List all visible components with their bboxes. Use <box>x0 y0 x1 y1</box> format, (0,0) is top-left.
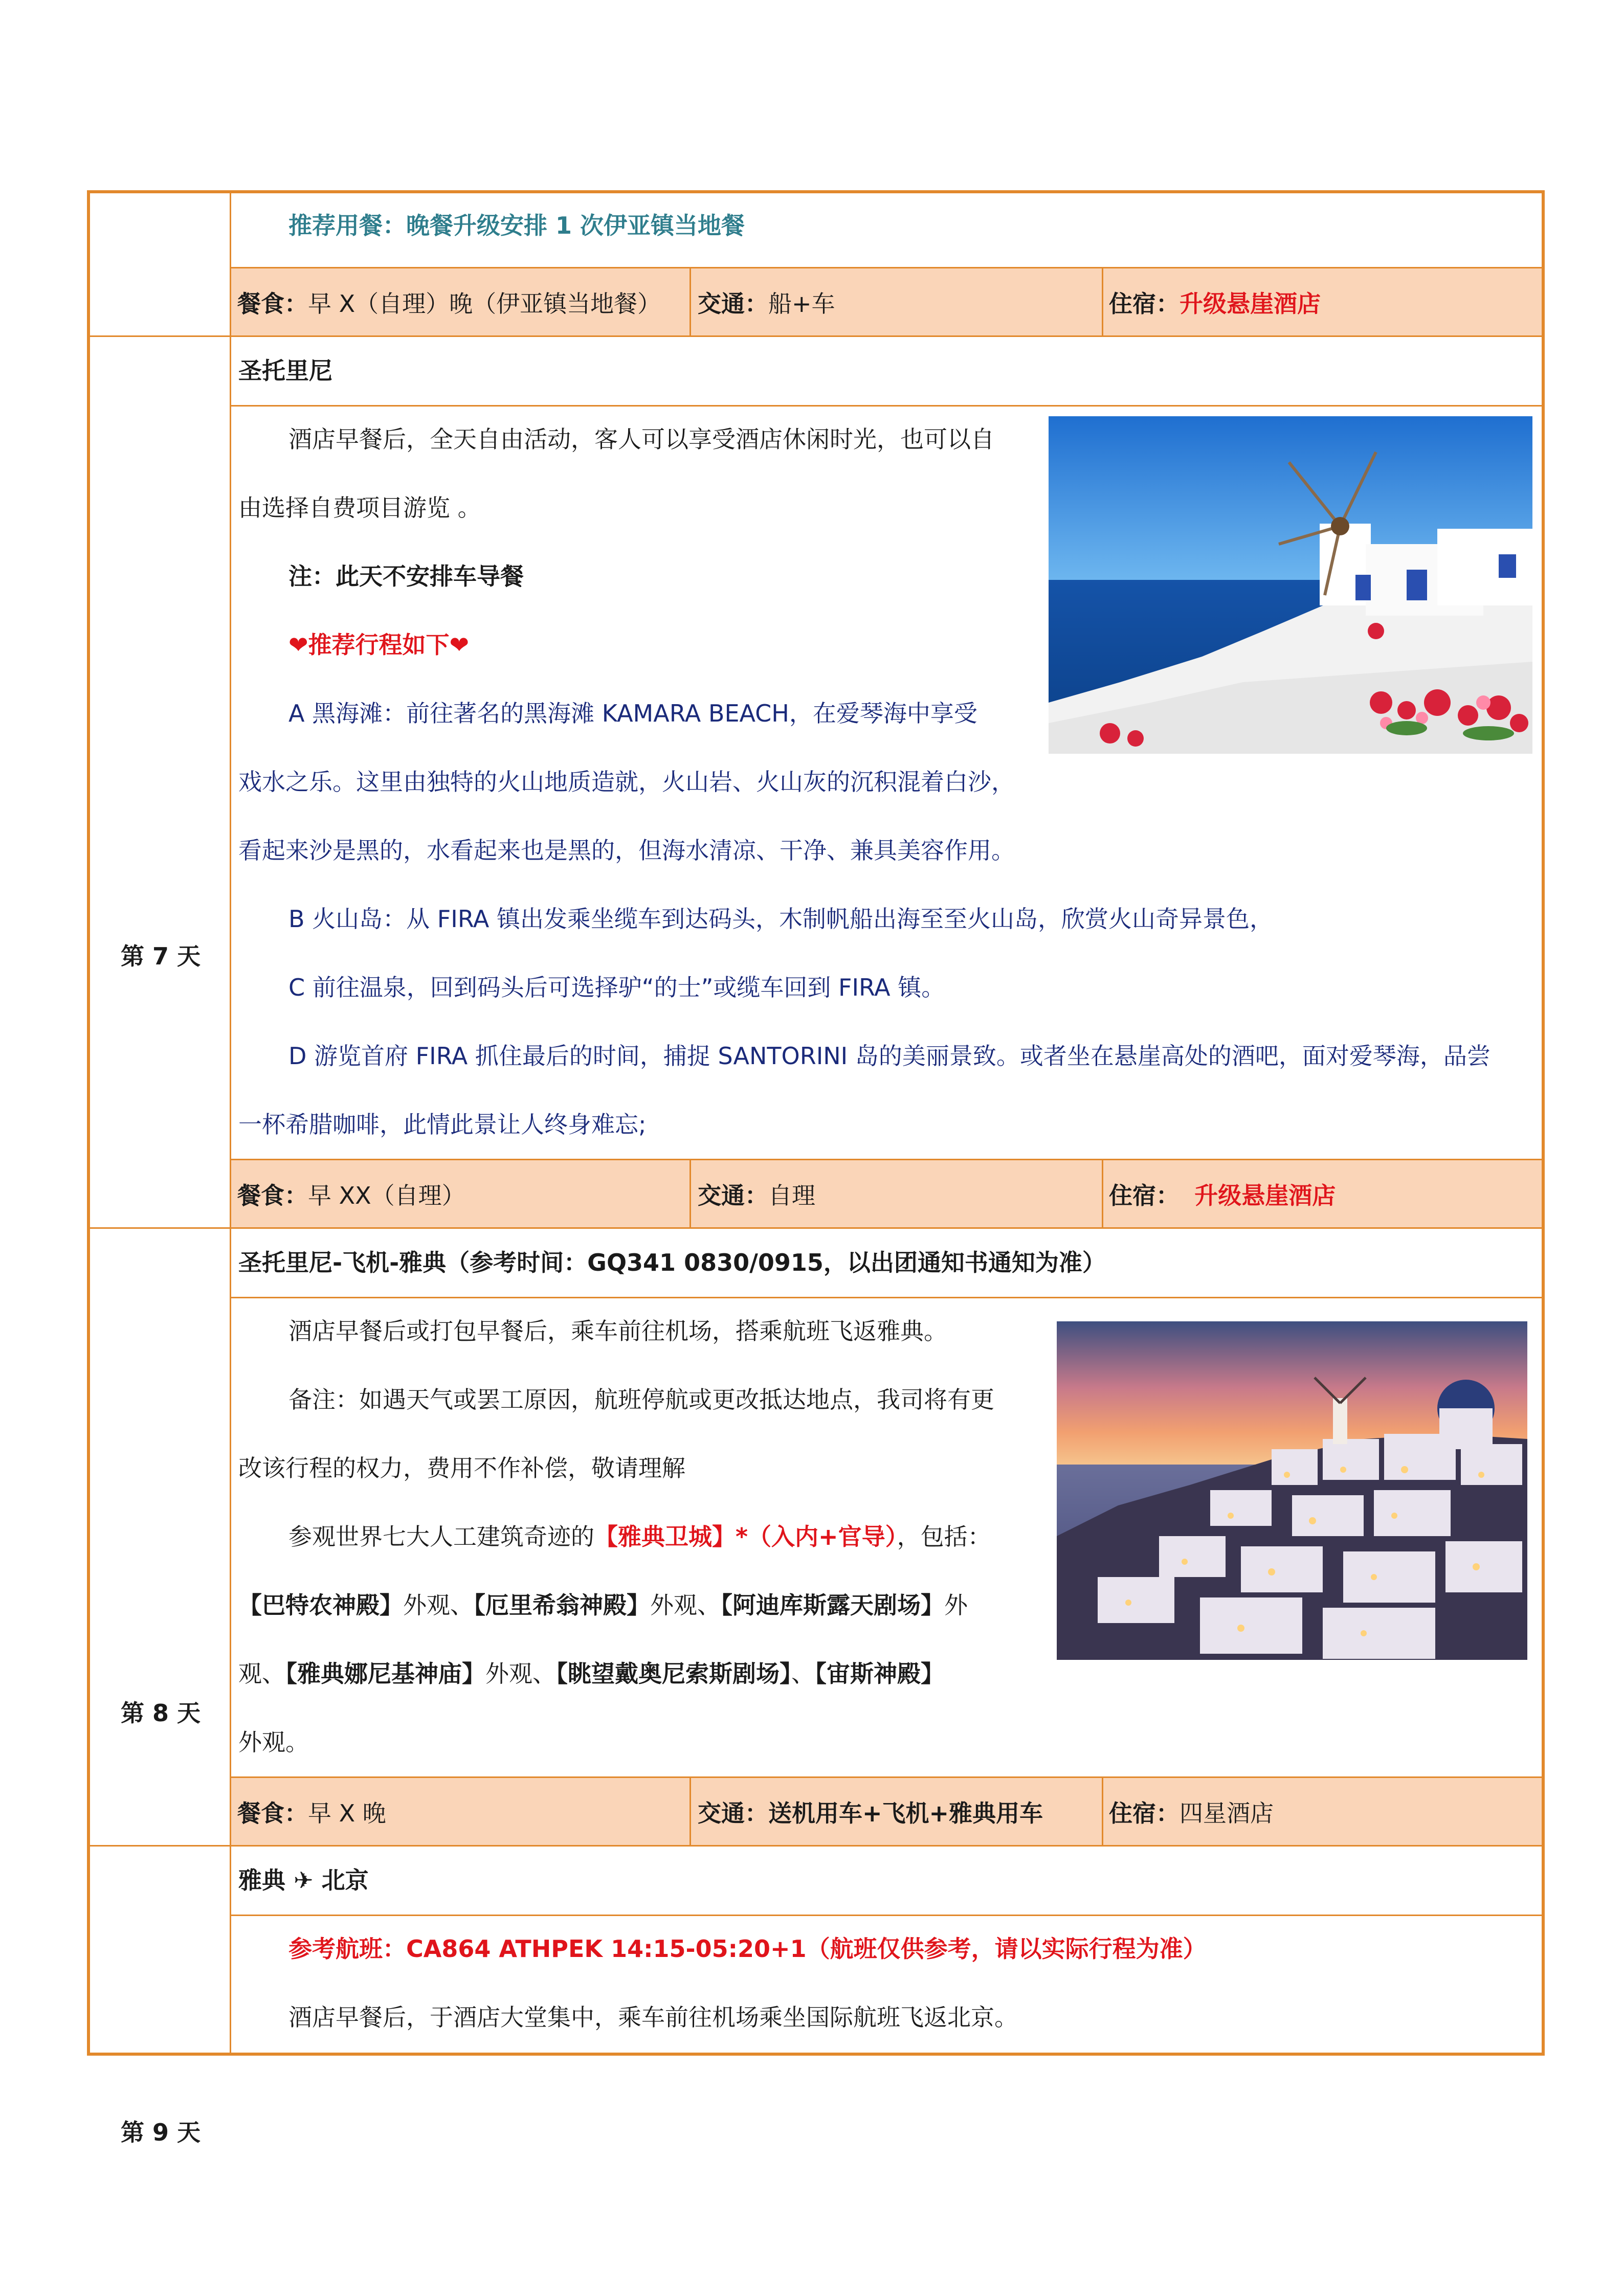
santorini-windmill-photo <box>1049 416 1532 754</box>
day-7-title: 圣托里尼 <box>238 357 332 385</box>
day-8-title: 圣托里尼-飞机-雅典（参考时间：GQ341 0830/0915，以出团通知书通知为准） <box>238 1249 1106 1276</box>
cell-divider <box>689 268 691 335</box>
cell-divider <box>1102 1160 1103 1227</box>
meal-bar-day6 <box>231 268 1542 335</box>
meals-cell: 餐食：早 X 晚 <box>237 1799 386 1827</box>
day-7-paragraph-line: 酒店早餐后，全天自由活动，客人可以享受酒店休闲时光，也可以自 <box>288 425 994 453</box>
meals-cell: 餐食：早 X（自理）晚（伊亚镇当地餐） <box>237 290 661 318</box>
day-7-label: 第 7 天 <box>120 942 201 970</box>
meals-cell: 餐食：早 XX（自理） <box>237 1182 465 1209</box>
day-7-option-c: C 前往温泉，回到码头后可选择驴“的士”或缆车回到 FIRA 镇。 <box>288 974 945 1001</box>
cell-divider <box>1102 1778 1103 1845</box>
day-7-option-a: 看起来沙是黑的，水看起来也是黑的，但海水清凉、干净、兼具美容作用。 <box>238 837 1015 864</box>
oia-sunset-photo <box>1057 1321 1527 1660</box>
cell-divider <box>1102 268 1103 335</box>
day-8-label: 第 8 天 <box>120 1699 201 1727</box>
cell-divider <box>689 1160 691 1227</box>
transport-cell: 交通：自理 <box>698 1182 815 1209</box>
day-9-title: 雅典 ✈ 北京 <box>238 1866 369 1894</box>
itinerary-table <box>87 190 1545 2146</box>
hotel-cell: 住宿：四星酒店 <box>1109 1799 1274 1827</box>
day-8-paragraph-line: 酒店早餐后或打包早餐后，乘车前往机场，搭乘航班飞返雅典。 <box>288 1317 947 1345</box>
day-7-note: 注：此天不安排车导餐 <box>288 562 524 590</box>
transport-cell: 交通：船+车 <box>698 290 835 318</box>
hotel-cell: 住宿： 升级悬崖酒店 <box>1109 1182 1336 1209</box>
day-column-divider <box>230 193 231 2053</box>
day-9-flight: 参考航班：CA864 ATHPEK 14:15-05:20+1（航班仅供参考，请以实际行程为准） <box>288 1935 1207 1963</box>
transport-cell: 交通：送机用车+飞机+雅典用车 <box>698 1799 1043 1827</box>
day-7-option-d: 一杯希腊咖啡，此情此景让人终身难忘; <box>238 1111 647 1138</box>
day-9-paragraph: 酒店早餐后，于酒店大堂集中，乘车前往机场乘坐国际航班飞返北京。 <box>288 2004 1018 2031</box>
cell-divider <box>689 1778 691 1845</box>
meal-bar-day8 <box>231 1778 1542 1845</box>
day-8-visit-line: 【巴特农神殿】外观、【厄里希翁神殿】外观、【阿迪库斯露天剧场】外 <box>238 1591 968 1619</box>
day-7-option-a: 戏水之乐。这里由独特的火山地质造就，火山岩、火山灰的沉积混着白沙， <box>238 768 1015 796</box>
day-8-visit-line: 观、【雅典娜尼基神庙】外观、【眺望戴奥尼索斯剧场】、【宙斯神殿】 <box>238 1660 944 1687</box>
day-7-option-a: A 黑海滩：前往著名的黑海滩 KAMARA BEACH，在爱琴海中享受 <box>288 700 977 727</box>
recommend-meal-text: 推荐用餐：晚餐升级安排 1 次伊亚镇当地餐 <box>288 212 745 239</box>
day-7-paragraph-line: 由选择自费项目游览 。 <box>238 494 481 522</box>
day-7-option-b: B 火山岛：从 FIRA 镇出发乘坐缆车到达码头，木制帆船出海至至火山岛，欣赏火山奇异景色， <box>288 905 1274 933</box>
day-7-recommend-heading: ❤推荐行程如下❤ <box>288 631 470 659</box>
hotel-cell: 住宿：升级悬崖酒店 <box>1109 290 1321 318</box>
day-8-note-line: 备注：如遇天气或罢工原因，航班停航或更改抵达地点，我司将有更 <box>288 1386 994 1413</box>
meal-bar-day7 <box>231 1160 1542 1227</box>
day-9-label: 第 9 天 <box>120 2119 201 2146</box>
day-8-visit-line: 参观世界七大人工建筑奇迹的【雅典卫城】*（入内+官导），包括： <box>288 1523 991 1550</box>
day-8-note-line: 改该行程的权力，费用不作补偿，敬请理解 <box>238 1454 685 1482</box>
day-7-option-d: D 游览首府 FIRA 抓住最后的时间，捕捉 SANTORINI 岛的美丽景致。或者坐在悬崖高处的酒吧，面对爱琴海，品尝 <box>288 1042 1490 1070</box>
day-8-visit-line: 外观。 <box>238 1728 309 1756</box>
